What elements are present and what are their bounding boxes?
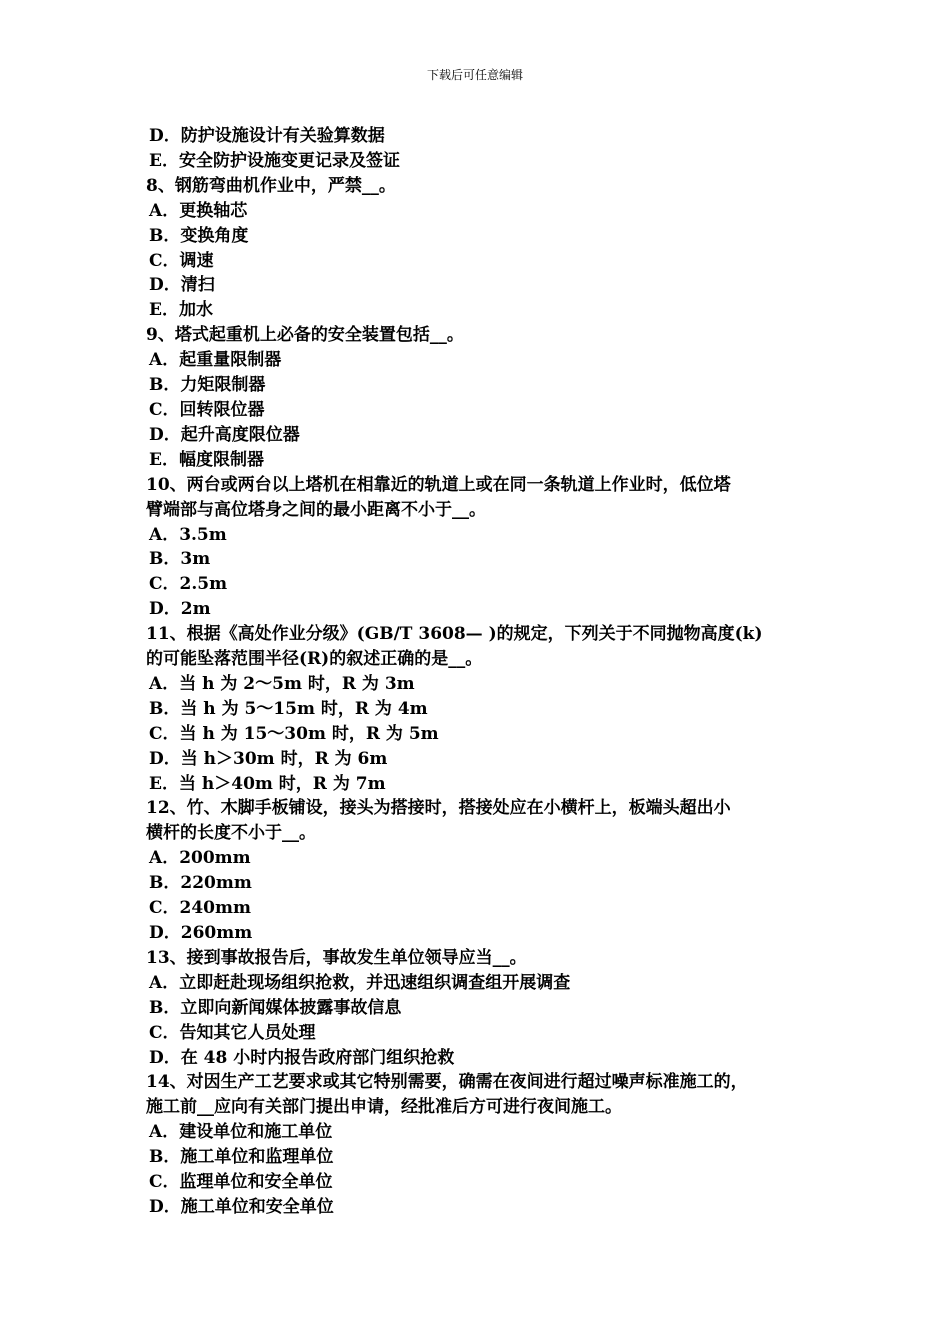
option-line: A．建设单位和施工单位 [149,1122,333,1143]
document-body [146,124,836,1220]
option-line: E．当 h＞40m 时，R 为 7m [149,773,386,794]
question-line: 臂端部与高位塔身之间的最小距离不小于__。 [146,499,486,520]
question-line: 8、钢筋弯曲机作业中，严禁__。 [146,175,396,196]
question-line: 14、对因生产工艺要求或其它特别需要，确需在夜间进行超过噪声标准施工的， [146,1072,748,1093]
option-line: E．加水 [149,300,213,321]
option-line: A．立即赶赴现场组织抢救，并迅速组织调查组开展调查 [149,972,571,993]
option-line: B．施工单位和监理单位 [149,1147,334,1168]
option-line: A．200mm [149,848,251,869]
option-line: A．当 h 为 2～5m 时，R 为 3m [149,673,415,694]
question-line: 11、根据《高处作业分级》(GB/T 3608— )的规定，下列关于不同抛物高度(k) [146,624,763,645]
question-line: 的可能坠落范围半径(R)的叙述正确的是__。 [146,649,483,670]
option-line: D．清扫 [149,275,215,296]
option-line: A．3.5m [149,524,227,545]
option-line: E．幅度限制器 [149,449,264,470]
option-line: D．起升高度限位器 [149,424,300,445]
option-line: B．立即向新闻媒体披露事故信息 [149,997,402,1018]
question-line: 12、竹、木脚手板铺设，接头为搭接时，搭接处应在小横杆上，板端头超出小 [146,798,731,819]
option-line: C．2.5m [149,574,228,595]
option-line: C．当 h 为 15～30m 时，R 为 5m [149,723,439,744]
option-line: C．告知其它人员处理 [149,1022,316,1043]
option-line: D．防护设施设计有关验算数据 [149,126,385,146]
option-line: B．220mm [149,873,252,894]
option-line: C．调速 [149,250,214,271]
option-line: B．变换角度 [149,225,249,246]
option-line: E．安全防护设施变更记录及签证 [149,150,400,171]
option-line: D．施工单位和安全单位 [149,1196,334,1217]
option-line: C．回转限位器 [149,399,265,420]
question-line: 9、塔式起重机上必备的安全装置包括__。 [146,325,464,346]
question-line: 横杆的长度不小于__。 [146,823,316,844]
question-line: 10、两台或两台以上塔机在相靠近的轨道上或在同一条轨道上作业时，低位塔 [146,474,731,495]
option-line: D．2m [149,599,211,620]
option-line: A．起重量限制器 [149,350,282,371]
page-header: 下载后可任意编辑 [426,68,523,82]
question-line: 施工前__应向有关部门提出申请，经批准后方可进行夜间施工。 [146,1097,622,1118]
option-line: D．在 48 小时内报告政府部门组织抢救 [149,1047,455,1068]
option-line: B．当 h 为 5～15m 时，R 为 4m [149,698,428,719]
option-line: C．监理单位和安全单位 [149,1172,333,1193]
question-line: 13、接到事故报告后，事故发生单位领导应当__。 [146,947,527,968]
option-line: B．力矩限制器 [149,375,266,396]
option-line: A．更换轴芯 [149,200,248,221]
option-line: D．260mm [149,923,253,943]
option-line: B．3m [149,549,211,570]
option-line: D．当 h＞30m 时，R 为 6m [149,748,388,769]
option-line: C．240mm [149,898,251,919]
